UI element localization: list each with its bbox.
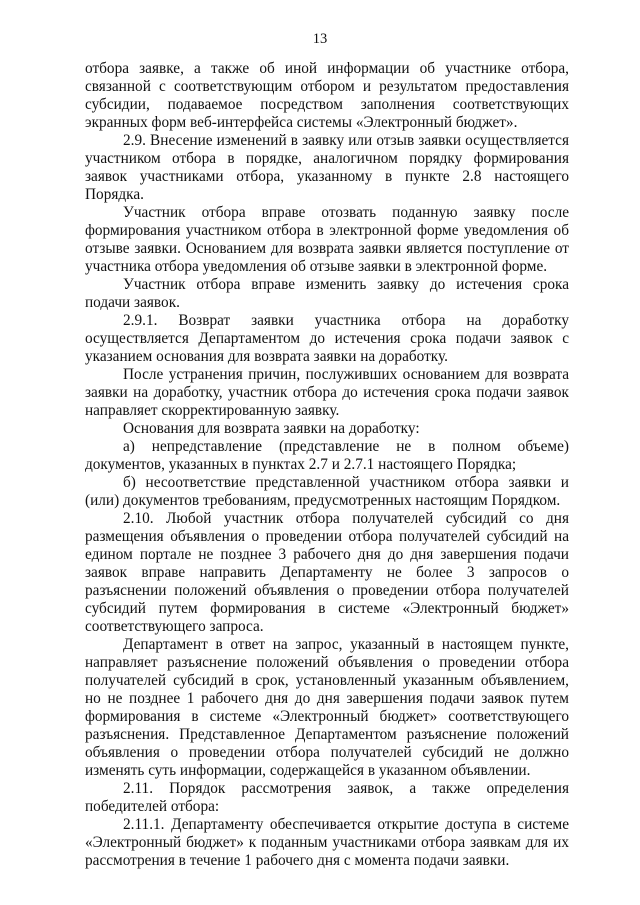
paragraph-after-correction: После устранения причин, послуживших основанием для возврата заявки на доработку, участник отбора до истечения срока подачи заявок направляет скорректированную заявку. <box>85 366 569 419</box>
list-item-b: б) несоответствие представленной участником отбора заявки и (или) документов требованиям, предусмотренных настоящим Порядком. <box>85 474 569 509</box>
paragraph-2-10: 2.10. Любой участник отбора получателей субсидий со дня размещения объявления о проведении отбора получателей субсидий на едином портале не позднее 3 рабочего дня до дня завершения подачи заявок вправе направить Департаменту не более 3 запросов о разъяснении положений объявления о проведении отбора получателей субсидий путем формирования в системе «Электронный бюджет» соответствующего запроса. <box>85 510 569 635</box>
paragraph-continuation: отбора заявке, а также об иной информации об участнике отбора, связанной с соответствующим отбором и результатом предоставления субсидии, подаваемое посредством заполнения соответствующих экранных форм веб-интерфейса системы «Электронный бюджет». <box>85 60 569 131</box>
paragraph-2-11: 2.11. Порядок рассмотрения заявок, а также определения победителей отбора: <box>85 780 569 815</box>
paragraph-2-9-1: 2.9.1. Возврат заявки участника отбора на доработку осуществляется Департаментом до истечения срока подачи заявок с указанием основания для возврата заявки на доработку. <box>85 312 569 365</box>
page-number: 13 <box>312 31 328 47</box>
paragraph-change-application: Участник отбора вправе изменить заявку до истечения срока подачи заявок. <box>85 276 569 311</box>
paragraph-2-9: 2.9. Внесение изменений в заявку или отзыв заявки осуществляется участником отбора в порядке, аналогичном порядку формирования заявок участниками отбора, указанному в пункте 2.8 настоящего Порядка. <box>85 132 569 203</box>
list-item-a: а) непредставление (представление не в полном объеме) документов, указанных в пунктах 2.7 и 2.7.1 настоящего Порядка; <box>85 438 569 473</box>
paragraph-department-response: Департамент в ответ на запрос, указанный в настоящем пункте, направляет разъяснение положений объявления о проведении отбора получателей субсидий в срок, установленный указанным объявлением, но не позднее 1 рабочего дня до дня завершения подачи заявок путем формирования в системе «Электронный бюджет» соответствующего разъяснения. Представленное Департаментом разъяснение положений объявления о проведении отбора получателей субсидий не должно изменять суть информации, содержащейся в указанном объявлении. <box>85 636 569 779</box>
paragraph-return-grounds: Основания для возврата заявки на доработку: <box>123 420 420 437</box>
paragraph-withdraw-application: Участник отбора вправе отозвать поданную заявку после формирования участником отбора в электронной форме уведомления об отзыве заявки. Основанием для возврата заявки является поступление от участника отбора уведомления об отзыве заявки в электронной форме. <box>85 204 569 275</box>
paragraph-2-11-1: 2.11.1. Департаменту обеспечивается открытие доступа в системе «Электронный бюджет» к поданным участниками отбора заявкам для их рассмотрения в течение 1 рабочего дня с момента подачи заявки. <box>85 816 569 869</box>
document-body <box>85 60 569 870</box>
